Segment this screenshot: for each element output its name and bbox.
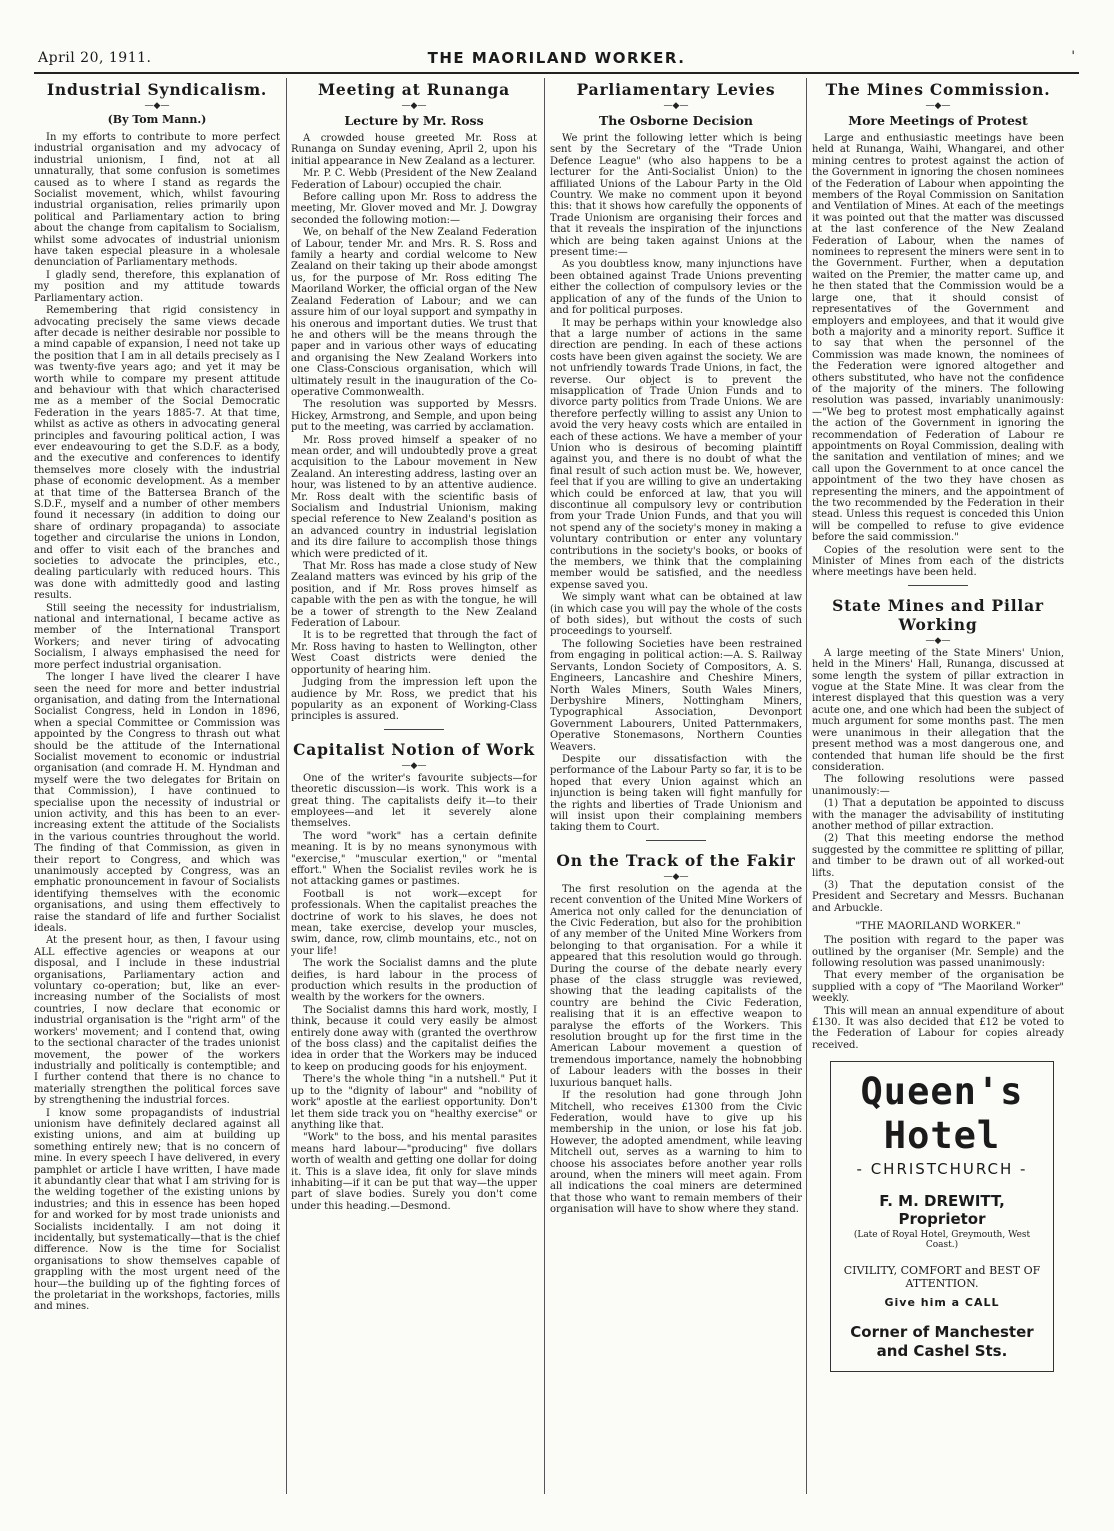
paragraph: Still seeing the necessity for industrialism, national and international, I became active as member of the International Transport Workers; and never tiring of advocating Socialism, I always emphasised the need for more perfect industrial organisation.: [34, 602, 280, 671]
paragraph: If the resolution had gone through John Mitchell, who receives £1300 from the Civic Federation, would have to give up his membership in the union, or lose his fat job. However, the adopted amendment, while leaving Mitchell out, serves as a warning to him to choose his associates before another year rolls around, when the miners will meet again. From all indications the coal miners are determined that those who want to remain members of their organisation will have to show where they stand.: [550, 1090, 802, 1216]
newspaper-title: THE MAORILAND WORKER.: [427, 49, 686, 67]
paragraph: At the present hour, as then, I favour using ALL effective agencies or weapons at our disposal, and I include in these industrial organisations, Parliamentary action and voluntary co-operation; but, like an ever-increasing number of the Socialists of most countries, I now declare that economic or industrial organisation is the "right arm" of the workers' movement; and I contend that, owing to the sectional character of the trades unionist movement, the power of the workers industrially and politically is contemptible; and I further contend that there is no chance to materially strengthen the political forces save by strengthening the industrial forces.: [34, 935, 280, 1107]
article-title-track-of-the-fakir: On the Track of the Fakir: [556, 850, 796, 870]
article-title-meeting-at-runanga: Meeting at Runanga: [317, 80, 511, 99]
paragraph: (3) That the deputation consist of the President and Secretary and Messrs. Buchanan and Arbuckle.: [812, 879, 1064, 914]
paragraph: "Work" to the boss, and his mental parasites means hard labour—"producing" five dollars worth of wealth and getting one dollar for doing it. This is a slave idea, fit only for slave minds inhabiting—if it can be put that way—the upper part of slave bodies. Surely you don't come under this heading.—Desmond.: [291, 1132, 537, 1212]
paragraph: A large meeting of the State Miners' Union, held in the Miners' Hall, Runanga, discussed at some length the system of pillar extraction in vogue at the State Mine. It was clear from the interest displayed that this question was a very acute one, and one which had been the subject of much argument for some months past. The men were unanimous in their allegation that the present method was a most dangerous one, and contended that human life should be the first consideration.: [812, 647, 1064, 773]
paragraph: The first resolution on the agenda at the recent convention of the United Mine Workers of America not only called for the denunciation of the Civic Federation, but also for the prohibition of any member of the United Mine Workers from belonging to that organisation. For a while it appeared that this resolution would go through. During the course of the debate nearly every phase of the class struggle was reviewed, showing that the leading capitalists of the country are behind the Civic Federation, realising that it is an effective weapon to paralyse the efforts of the Workers. This resolution brought up for the first time in the American Labour movement a question of tremendous importance, namely the hobnobbing of Labour leaders with the bosses in their luxurious banquet halls.: [550, 883, 802, 1089]
paragraph: Copies of the resolution were sent to the Minister of Mines from each of the districts where meetings have been held.: [812, 544, 1064, 579]
ad-hotel-name: Queen's Hotel: [860, 1070, 1024, 1158]
paragraph: It is to be regretted that through the fact of Mr. Ross having to hasten to Wellington, other West Coast districts were denied the opportunity of hearing him.: [291, 630, 537, 676]
ornament-divider: —◆—: [925, 635, 951, 646]
column-2: [291, 78, 537, 1494]
paragraph: Remembering that rigid consistency in advocating precisely the same views decade after decade is neither desirable nor possible to a mind capable of expansion, I need not take up the position that I am in all details precisely as I was twenty-five years ago; and yet it may be worth while to compare my present attitude and behaviour with that which characterised me as a member of the Social Democratic Federation in the years 1885-7. At that time, whilst as active as others in advocating general principles and favouring political action, I was ever endeavouring to get the S.D.F. as a body, and the executive and conferences to identify themselves more closely with the industrial phase of economic development. As a member at that time of the Battersea Branch of the S.D.F., myself and a number of other members found it necessary (in addition to doing our share of ordinary propaganda) to associate together and circularise the unions in London, and offer to visit each of the branches and societies to advocate the principles, etc., dealing particularly with reduced hours. This was done with admittedly good and lasting results.: [34, 305, 280, 602]
paragraph: This will mean an annual expenditure of about £130. It was also decided that £12 be voted to the Federation of Labour for copies already received.: [812, 1005, 1064, 1051]
paragraph: One of the writer's favourite subjects—for theoretic discussion—is work. This work is a great thing. The capitalists deify it—to their employees—and let it severely alone themselves.: [291, 772, 537, 830]
paragraph: The position with regard to the paper was outlined by the organiser (Mr. Semple) and the following resolution was passed unanimously:: [812, 935, 1064, 969]
article-byline: (By Tom Mann.): [107, 113, 207, 126]
article-title-parliamentary-levies: Parliamentary Levies: [576, 80, 776, 99]
ad-address: Corner of Manchester and Cashel Sts.: [850, 1323, 1034, 1361]
masthead: [34, 46, 1079, 74]
ad-civility: CIVILITY, COMFORT and BEST OF ATTENTION.: [843, 1264, 1041, 1291]
article-subtitle: More Meetings of Protest: [848, 113, 1028, 128]
hotel-advertisement: [830, 1061, 1054, 1372]
paragraph: We simply want what can be obtained at law (in which case you will pay the whole of the costs of both sides), but without the costs of such proceedings to yourself.: [550, 592, 802, 638]
paragraph: The word "work" has a certain definite meaning. It is by no means synonymous with "exercise," "muscular exertion," or "mental effort." When the Socialist reviles work he is not attacking games or pastimes.: [291, 830, 537, 888]
page-mark: ': [1071, 49, 1075, 64]
article-body: [291, 773, 537, 1212]
paragraph: The work the Socialist damns and the plute deifies, is hard labour in the process of production which results in the production of wealth by the workers for the owners.: [291, 958, 537, 1004]
paragraph: The following Societies have been restrained from engaging in political action:—A. S. Railway Servants, London Society of Compositors, A. S. Engineers, Lancashire and Cheshire Miners, North Wales Miners, South Wales Miners, Derbyshire Miners, Nottingham Miners, Typographical Association, Devonport Government Labourers, United Patternmakers, Operative Stonemasons, Northern Counties Weavers.: [550, 638, 802, 753]
paragraph: Before calling upon Mr. Ross to address the meeting, Mr. Glover moved and Mr. J. Dowgray seconded the following motion:—: [291, 192, 537, 226]
paragraph: We, on behalf of the New Zealand Federation of Labour, tender Mr. and Mrs. R. S. Ross and family a hearty and cordial welcome to New Zealand on their taking up their abode amongst us, for the purpose of Mr. Ross editing The Maoriland Worker, the official organ of the New Zealand Federation of Labour; and we can assure him of our loyal support and sympathy in his onerous and important duties. We trust that he and others will be the means through the paper and in various other ways of educating and organising the New Zealand Workers into one Class-Conscious organisation, which will ultimately result in the inauguration of the Co-operative Commonwealth.: [291, 227, 537, 398]
ornament-divider: —◆—: [663, 871, 689, 882]
article-end-rule: [908, 585, 968, 586]
ornament-divider: —◆—: [925, 101, 951, 111]
column-rule: [806, 78, 807, 1494]
paragraph: The resolution was supported by Messrs. Hickey, Armstrong, and Semple, and upon being put to the meeting, was carried by acclamation.: [291, 399, 537, 434]
paragraph: In my efforts to contribute to more perfect industrial organisation and my advocacy of industrial unionism, I find, not at all unnaturally, that some confusion is sometimes caused as to where I stand as regards the Socialist movement, which, whilst favouring industrial organisation, relies primarily upon political and Parliamentary action to bring about the change from capitalism to Socialism, whilst some advocates of industrial unionism have taken especial pleasure in a wholesale denunciation of Parliamentary methods.: [34, 132, 280, 269]
paragraph: Large and enthusiastic meetings have been held at Runanga, Waihi, Whangarei, and other mining centres to protest against the action of the Government in ignoring the chosen nominees of the Federation of Labour when appointing the members of the Royal Commission on Sanitation and Ventilation of Mines. At each of the meetings it was pointed out that the matter was discussed at the last conference of the New Zealand Federation of Labour, when the names of nominees to represent the miners were sent in to the Government. Further, when a deputation waited on the Premier, the matter came up, and he then stated that the Commission would be a large one, that it should consist of representatives of the Government and employers and employees, and that it would give both a majority and a minority report. Suffice it to say that when the personnel of the Commission was made known, the nominees of the Federation were ignored altogether and others substituted, who have not the confidence of the majority of the miners. The following resolution was passed, invariably unanimously:—"We beg to protest most emphatically against the action of the Government in ignoring the recommendation of Federation of Labour re appointments on Royal Commission, dealing with the sanitation and ventilation of mines; and we call upon the Government to at once cancel the appointment of the two they have chosen as representing the miners, and the appointment of the two recommended by the Federation in their stead. Unless this request is conceded this Union will be compelled to refuse to give evidence before the said commission.": [812, 133, 1064, 544]
ad-city: - CHRISTCHURCH -: [856, 1160, 1028, 1179]
paragraph: The following resolutions were passed unanimously:—: [812, 774, 1064, 797]
paragraph: Mr. Ross proved himself a speaker of no mean order, and will undoubtedly prove a great acquisition to the Labour movement in New Zealand. An interesting address, lasting over an hour, was listened to by an attentive audience. Mr. Ross dealt with the scientific basis of Socialism and Industrial Unionism, making special reference to New Zealand's position as an advanced country in industrial legislation and its dire failure to accomplish those things which were predicted of it.: [291, 434, 537, 560]
paragraph: There's the whole thing "in a nutshell." Put it up to the "dignity of labour" and "nobility of work" apostle at the earliest opportunity. Don't let them side track you on "healthy exercise" or anything like that.: [291, 1074, 537, 1131]
article-subtitle: Lecture by Mr. Ross: [344, 113, 484, 128]
paragraph: We print the following letter which is being sent by the Secretary of the "Trade Union Defence League" (who also happens to be a lecturer for the Anti-Socialist Union) to the affiliated Unions of the Labour Party in the Old Country. We make no comment upon it beyond this: that it shows how carefully the opponents of Trade Unionism are organising their forces and that it reveals the inspiration of the injunctions which are being taken against Unions at the present time:—: [550, 133, 802, 259]
ornament-divider: —◆—: [663, 101, 689, 111]
paragraph: I gladly send, therefore, this explanation of my position and my attitude towards Parliamentary action.: [34, 269, 280, 304]
article-title-state-mines: State Mines and Pillar Working: [832, 595, 1044, 634]
paragraph: The Socialist damns this hard work, mostly, I think, because it could very easily be almost entirely done away with (granted the overthrow of the boss class) and the capitalist deifies the idea in order that the Workers may be induced to keep on producing goods for his enjoyment.: [291, 1004, 537, 1073]
column-rule: [286, 78, 287, 1494]
article-body: [291, 133, 537, 723]
ad-proprietor: F. M. DREWITT, Proprietor: [879, 1192, 1005, 1229]
article-end-rule: [646, 840, 706, 841]
paragraph: Mr. P. C. Webb (President of the New Zealand Federation of Labour) occupied the chair.: [291, 168, 537, 191]
article-body: [812, 133, 1064, 579]
notice-body: [812, 935, 1064, 1051]
ornament-divider: —◆—: [144, 101, 170, 111]
article-body: [550, 884, 802, 1216]
column-rule: [544, 78, 545, 1494]
article-title-industrial-syndicalism: Industrial Syndicalism.: [46, 80, 268, 99]
ornament-divider: —◆—: [401, 101, 427, 111]
article-title-capitalist-notion-of-work: Capitalist Notion of Work: [293, 739, 535, 759]
paragraph: (2) That this meeting endorse the method suggested by the committee re splitting of pillar, and timber to be drawn out of all worked-out lifts.: [812, 833, 1064, 879]
paragraph: Football is not work—except for professionals. When the capitalist preaches the doctrine of work to his slaves, he does not mean, take exercise, develop your muscles, swim, dance, row, climb mountains, etc., not on your life!: [291, 888, 537, 957]
ad-formerly: (Late of Royal Hotel, Greymouth, West Coast.): [853, 1230, 1031, 1251]
paragraph: That Mr. Ross has made a close study of New Zealand matters was evinced by his grip of the position, and if Mr. Ross proves himself as capable with the pen as with the tongue, he will be a tower of strength to the New Zealand Federation of Labour.: [291, 561, 537, 630]
paragraph: As you doubtless know, many injunctions have been obtained against Trade Unions preventing either the collection of compulsory levies or the application of any of the funds of the Union to and for political purposes.: [550, 259, 802, 317]
paragraph: (1) That a deputation be appointed to discuss with the manager the advisability of instituting another method of pillar extraction.: [812, 798, 1064, 832]
column-3: [550, 78, 802, 1494]
paragraph: The longer I have lived the clearer I have seen the need for more and better industrial organisation, and dating from the International Socialist Congress, held in London in 1896, when a special Committee or Commission was appointed by the Congress to thrash out what should be the attitude of the International Socialist movement to economic or industrial organisation (and comrade H. M. Hyndman and myself were the two delegates for Britain on that Commission), I have continued to specialise upon the necessity of industrial or union activity, and this has been to an ever-increasing extent the attitude of the Socialists in the various countries throughout the world. The finding of that Commission, as given in their report to Congress, and which was unanimously accepted by Congress, was an emphatic pronouncement in favour of Socialists identifying themselves with the economic organisations, and using them effectively to raise the standard of life and further Socialist ideals.: [34, 672, 280, 935]
paragraph: Judging from the impression left upon the audience by Mr. Ross, we predict that his popularity as an exponent of Working-Class principles is assured.: [291, 677, 537, 723]
ad-call: Give him a CALL: [884, 1296, 1000, 1310]
article-body: [812, 648, 1064, 914]
paragraph: I know some propagandists of industrial unionism have definitely declared against all existing unions, and aim at building up something entirely new; that is no concern of mine. In every speech I have delivered, in every pamphlet or article I have written, I have made it abundantly clear that what I am striving for is the welding together of the existing unions by industries; and this in essence has been hoped for and worked for by most trade unionists and Socialists incidentally. I am not doing it incidentally, but systematically—that is the chief difference. Now is the time for Socialist organisations to show themselves capable of grappling with the most urgent need of the hour—the building up of the fighting forces of the proletariat in the workshops, factories, mills and mines.: [34, 1107, 280, 1313]
article-subtitle: The Osborne Decision: [598, 113, 754, 128]
article-title-mines-commission: The Mines Commission.: [825, 80, 1051, 99]
issue-date: April 20, 1911.: [38, 50, 152, 66]
article-body: [550, 133, 802, 834]
ornament-divider: —◆—: [401, 760, 427, 771]
notice-heading: "THE MAORILAND WORKER.": [855, 920, 1021, 933]
paragraph: It may be perhaps within your knowledge also that a large number of actions in the same direction are pending. In each of these actions costs have been given against the society. We are not unfriendly towards Trade Unions, in fact, the reverse. Our object is to prevent the misapplication of Trade Union Funds and to divorce party politics from Trade Unions. We are therefore perfectly willing to assist any Union to avoid the very heavy costs which are entailed in each of these actions. We have a member of your Union who is desirous of becoming plaintiff against you, and there is no doubt of what the final result of such action must be. We, however, feel that if you are willing to give an undertaking which could be enforced at law, that you will discontinue all compulsory levy or contribution from your Trade Union Funds, and that you will not spend any of the society's money in making a voluntary contribution or enter any voluntary contributions in the society's books, or books of the members, we think that the complaining member would be satisfied, and the needless expense saved you.: [550, 317, 802, 591]
paragraph: That every member of the organisation be supplied with a copy of "The Maoriland Worker" weekly.: [812, 970, 1064, 1005]
column-4: [812, 78, 1064, 1494]
paragraph: A crowded house greeted Mr. Ross at Runanga on Sunday evening, April 2, upon his initial appearance in New Zealand as a lecturer.: [291, 133, 537, 167]
article-body: [34, 132, 280, 1313]
paragraph: Despite our dissatisfaction with the performance of the Labour Party so far, it is to be hoped that every Union against which an injunction is being taken will fight manfully for the rights and liberties of Trade Unionism and will insist upon their complaining members taking them to Court.: [550, 753, 802, 834]
article-end-rule: [384, 729, 444, 730]
column-1: [34, 78, 280, 1494]
